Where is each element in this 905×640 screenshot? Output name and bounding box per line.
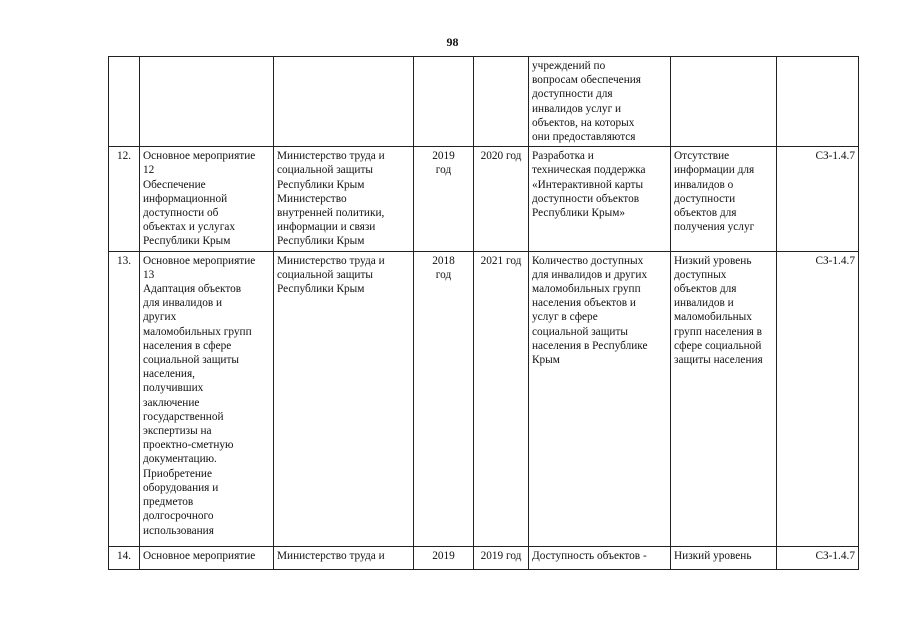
text-line: для инвалидов и — [143, 297, 223, 310]
text-line: использования — [143, 524, 214, 537]
text-line: Основное мероприятие — [143, 150, 256, 163]
text-line: маломобильных групп — [143, 325, 252, 338]
text-line: информации для — [674, 164, 755, 177]
text-line: доступности — [674, 192, 736, 205]
cell-executor — [274, 251, 414, 546]
text-line: сфере социальной — [674, 339, 762, 352]
cell-executor — [274, 546, 414, 569]
text-line: Приобретение — [143, 467, 212, 480]
text-line: объектов, на которых — [532, 116, 635, 129]
text-line: доступных — [674, 268, 727, 281]
cell-consequence — [671, 546, 777, 569]
text-line: доступности об — [143, 207, 219, 220]
cell-event — [140, 147, 274, 251]
text-line: «Интерактивной карты — [532, 178, 644, 191]
text-line: предметов — [143, 496, 194, 509]
text-line: инвалидов услуг и — [532, 102, 622, 115]
text-line: услуг в сфере — [532, 311, 598, 324]
cell-end — [474, 57, 529, 147]
text-line: 13 — [143, 268, 155, 281]
text-line: техническая поддержка — [532, 164, 646, 177]
cell-event — [140, 57, 274, 147]
text-line: год — [435, 268, 452, 281]
text-line: Министерство — [277, 192, 347, 205]
text-line: населения объектов и — [532, 297, 636, 310]
cell-executor — [274, 57, 414, 147]
text-line: инвалидов и — [674, 297, 734, 310]
cell-result — [529, 546, 671, 569]
text-line: Министерство труда и — [277, 150, 385, 163]
text-line: заключение — [143, 396, 200, 409]
cell-num — [109, 57, 140, 147]
text-line: Низкий уровень — [674, 549, 752, 562]
cell-num: 13. — [109, 251, 140, 546]
text-line: социальной защиты — [532, 325, 628, 338]
text-line: защиты населения — [674, 354, 763, 367]
cell-code: СЗ-1.4.7 — [777, 546, 859, 569]
text-line: проектно-сметную — [143, 439, 234, 452]
text-line: 2018 — [432, 254, 455, 267]
text-line: внутренней политики, — [277, 207, 385, 220]
text-line: 2019 — [432, 150, 455, 163]
text-line: населения в сфере — [143, 339, 232, 352]
text-line: населения, — [143, 368, 195, 381]
cell-start — [414, 147, 474, 251]
cell-start — [414, 251, 474, 546]
text-line: групп населения в — [674, 325, 763, 338]
text-line: Министерство труда и — [277, 254, 385, 267]
text-line: Крым — [532, 354, 560, 367]
cell-code: СЗ-1.4.7 — [777, 147, 859, 251]
text-line: информации и связи — [277, 221, 376, 234]
text-line: информационной — [143, 192, 228, 205]
cell-end: 2020 год — [474, 147, 529, 251]
text-line: Отсутствие — [674, 150, 730, 163]
cell-result — [529, 251, 671, 546]
text-line: оборудования и — [143, 481, 219, 494]
cell-executor — [274, 147, 414, 251]
text-line: маломобильных — [674, 311, 752, 324]
cell-code — [777, 57, 859, 147]
text-line: год — [435, 164, 452, 177]
text-line: документацию. — [143, 453, 217, 466]
text-line: Республики Крым — [143, 235, 231, 248]
text-line: получивших — [143, 382, 204, 395]
text-line: объектов для — [674, 283, 737, 296]
text-line: для инвалидов и других — [532, 268, 648, 281]
measures-table — [108, 56, 859, 570]
text-line: учреждений по — [532, 60, 606, 72]
text-line: государственной — [143, 410, 224, 423]
cell-consequence — [671, 251, 777, 546]
text-line: социальной защиты — [277, 164, 373, 177]
cell-start — [414, 546, 474, 569]
text-line: получения услуг — [674, 221, 755, 234]
text-line: объектах и услугах — [143, 221, 235, 234]
text-line: долгосрочного — [143, 510, 214, 523]
cell-result — [529, 57, 671, 147]
text-line: Основное мероприятие — [143, 549, 256, 562]
text-line: Основное мероприятие — [143, 254, 256, 267]
text-line: они предоставляются — [532, 131, 636, 144]
text-line: Адаптация объектов — [143, 283, 242, 296]
cell-code: СЗ-1.4.7 — [777, 251, 859, 546]
text-line: Низкий уровень — [674, 254, 752, 267]
text-line: экспертизы на — [143, 425, 212, 438]
cell-num: 14. — [109, 546, 140, 569]
text-line: 12 — [143, 164, 155, 177]
text-line: Республики Крым — [277, 283, 365, 296]
text-line: Республики Крым — [277, 235, 365, 248]
text-line: объектов для — [674, 207, 737, 220]
cell-num: 12. — [109, 147, 140, 251]
text-line: других — [143, 311, 177, 324]
table-row-14 — [109, 546, 859, 569]
text-line: вопросам обеспечения — [532, 74, 641, 87]
text-line: инвалидов о — [674, 178, 734, 191]
text-line: социальной защиты — [277, 268, 373, 281]
text-line: населения в Республике — [532, 339, 648, 352]
page-number: 98 — [446, 35, 459, 49]
text-line: 2019 — [432, 549, 455, 562]
text-line: Доступность объектов - — [532, 549, 647, 562]
cell-end: 2021 год — [474, 251, 529, 546]
text-line: доступности объектов — [532, 192, 640, 205]
table-row-13 — [109, 251, 859, 546]
text-line: маломобильных групп — [532, 283, 641, 296]
cell-start — [414, 57, 474, 147]
text-line: Республики Крым — [277, 178, 365, 191]
text-line: Обеспечение — [143, 178, 206, 191]
text-line: Разработка и — [532, 150, 594, 163]
text-line: социальной защиты — [143, 354, 239, 367]
table-row-continuation — [109, 57, 859, 147]
cell-consequence — [671, 57, 777, 147]
cell-event — [140, 546, 274, 569]
cell-event — [140, 251, 274, 546]
text-line: Количество доступных — [532, 254, 644, 267]
cell-end: 2019 год — [474, 546, 529, 569]
text-line: Министерство труда и — [277, 549, 385, 562]
cell-consequence — [671, 147, 777, 251]
table-row-12 — [109, 147, 859, 251]
text-line: доступности для — [532, 88, 613, 101]
text-line: Республики Крым» — [532, 207, 626, 220]
cell-result — [529, 147, 671, 251]
